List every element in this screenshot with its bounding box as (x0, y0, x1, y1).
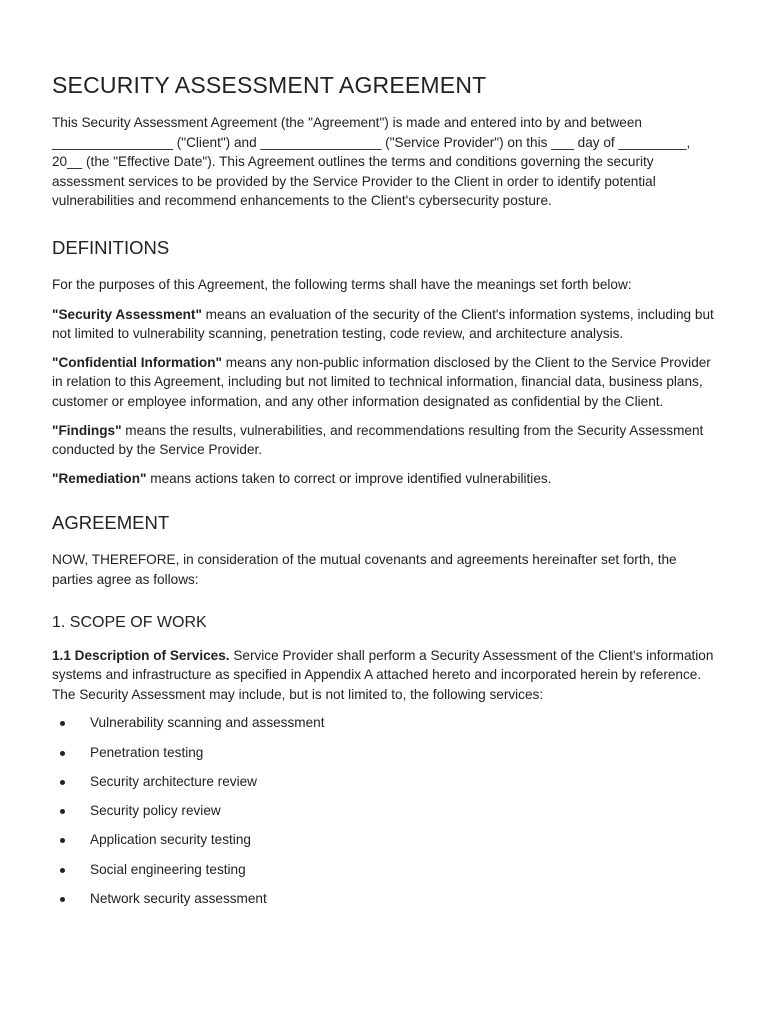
service-label: Security architecture review (90, 773, 257, 789)
definition-text: means any non-public information disclosed by the Client to the Service Provider in relation to this Agreement, including but not limited to technical information, financial data, business plans, customer or employee information, and any other information designated as confidential by the Client. (52, 354, 711, 409)
clause-text: Service Provider shall perform a Security Assessment of the Client's information systems and infrastructure as specified in Appendix A attached hereto and incorporated herein by reference. The Security Assessment may include, but is not limited to, the following services: (52, 647, 714, 702)
definition-text: means an evaluation of the security of the Client's information systems, including but not limited to vulnerability scanning, penetration testing, code review, and architecture analysis. (52, 306, 714, 342)
scope-of-work-heading: 1. SCOPE OF WORK (52, 613, 207, 631)
services-list (52, 713, 718, 918)
definitions-heading: DEFINITIONS (52, 236, 170, 258)
list-item (52, 713, 718, 742)
document-title: SECURITY ASSESSMENT AGREEMENT (52, 72, 487, 98)
service-label: Application security testing (90, 832, 251, 848)
definition-security-assessment (52, 305, 718, 344)
bullet-icon (60, 838, 65, 843)
service-label: Network security assessment (90, 891, 267, 907)
list-item (52, 830, 718, 859)
list-item (52, 889, 718, 918)
list-item (52, 801, 718, 830)
agreement-paragraph: NOW, THEREFORE, in consideration of the mutual covenants and agreements hereinafter set forth, the parties agree as follows: (52, 552, 677, 587)
bullet-icon (60, 809, 65, 814)
definition-term: "Remediation" (52, 470, 147, 486)
list-item (52, 772, 718, 801)
definition-term: "Security Assessment" (52, 306, 202, 322)
service-label: Vulnerability scanning and assessment (90, 715, 325, 731)
definition-findings (52, 421, 718, 460)
service-label: Security policy review (90, 803, 221, 819)
list-item (52, 743, 718, 772)
service-label: Social engineering testing (90, 861, 246, 877)
bullet-icon (60, 897, 65, 902)
definition-remediation (52, 469, 718, 489)
definition-term: "Findings" (52, 422, 122, 438)
definition-term: "Confidential Information" (52, 354, 222, 370)
service-label: Penetration testing (90, 744, 204, 760)
definition-text: means actions taken to correct or improve identified vulnerabilities. (146, 470, 552, 486)
list-item (52, 860, 718, 889)
bullet-icon (60, 780, 65, 785)
definition-confidential-information (52, 353, 718, 412)
intro-paragraph: This Security Assessment Agreement (the "Agreement") is made and entered into by and between ________________ ("Client") and ________________ ("Service Provider") on this ___ day of _________, 20__ (the "Effective Date"). This Agreement outlines the terms and conditions governing the security assessment services to be provided by the Service Provider to the Client in order to identify potential vulnerabilities and recommend enhancements to the Client's cybersecurity posture. (52, 115, 691, 209)
description-of-services-clause (52, 646, 718, 705)
definition-text: means the results, vulnerabilities, and recommendations resulting from the Security Assessment conducted by the Service Provider. (52, 422, 704, 458)
clause-label: 1.1 Description of Services. (52, 647, 230, 663)
bullet-icon (60, 751, 65, 756)
definitions-lead: For the purposes of this Agreement, the following terms shall have the meanings set forth below: (52, 276, 632, 292)
bullet-icon (60, 868, 65, 873)
agreement-heading: AGREEMENT (52, 512, 170, 534)
bullet-icon (60, 721, 65, 726)
